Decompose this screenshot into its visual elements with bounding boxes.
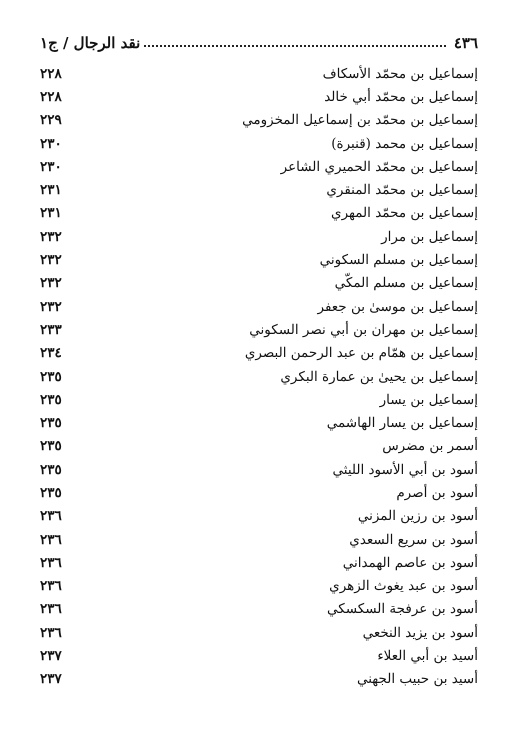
entry-page-number: ٢٢٩ — [40, 112, 62, 129]
entry-name: أسود بن أصرم — [396, 484, 478, 501]
index-entry — [40, 225, 478, 248]
entry-name: أسود بن سريع السعدي — [349, 531, 478, 548]
entry-name: إسماعيل بن محمّد أبي خالد — [324, 88, 478, 105]
entry-page-number: ٢٣٠ — [40, 135, 62, 152]
index-entry — [40, 621, 478, 644]
entry-page-number: ٢٣٦ — [40, 508, 62, 525]
entry-name: أسود بن يزيد النخعي — [362, 624, 478, 641]
entry-name: إسماعيل بن محمّد المهري — [331, 205, 478, 222]
entry-name: إسماعيل بن محمّد بن إسماعيل المخزومي — [242, 112, 478, 129]
index-entry — [40, 202, 478, 225]
entry-name: إسماعيل بن همّام بن عبد الرحمن البصري — [244, 345, 478, 362]
entry-page-number: ٢٣٠ — [40, 158, 62, 175]
entry-page-number: ٢٣٦ — [40, 554, 62, 571]
index-entry — [40, 411, 478, 434]
index-entry — [40, 132, 478, 155]
index-entry — [40, 178, 478, 201]
entry-name: أسمر بن مضرس — [382, 438, 478, 455]
entry-name: إسماعيل بن موسىٰ بن جعفر — [317, 298, 478, 315]
entry-page-number: ٢٣٧ — [40, 671, 62, 688]
entry-page-number: ٢٣٢ — [40, 275, 62, 292]
index-entry — [40, 272, 478, 295]
index-entry — [40, 342, 478, 365]
entry-page-number: ٢٣٦ — [40, 624, 62, 641]
index-entry — [40, 505, 478, 528]
entry-page-number: ٢٣٢ — [40, 228, 62, 245]
entry-name: إسماعيل بن مسلم السكوني — [319, 252, 478, 269]
index-entry — [40, 62, 478, 85]
index-entry — [40, 365, 478, 388]
entry-page-number: ٢٣٤ — [40, 345, 62, 362]
entry-name: إسماعيل بن يحيىٰ بن عمارة البكري — [280, 368, 478, 385]
entry-name: إسماعيل بن مرار — [381, 228, 478, 245]
entry-page-number: ٢٣٢ — [40, 252, 62, 269]
entry-name: إسماعيل بن محمد (قنبرة) — [331, 135, 478, 152]
entry-name: إسماعيل بن محمّد الأسكاف — [322, 65, 478, 82]
entry-name: أسيد بن أبي العلاء — [377, 648, 478, 665]
index-entry — [40, 155, 478, 178]
entry-page-number: ٢٣٢ — [40, 298, 62, 315]
entry-name: إسماعيل بن يسار الهاشمي — [326, 415, 478, 432]
index-entry — [40, 295, 478, 318]
index-entry — [40, 528, 478, 551]
entry-page-number: ٢٣٣ — [40, 321, 62, 338]
entry-name: إسماعيل بن مسلم المكّي — [334, 275, 478, 292]
entry-page-number: ٢٣٦ — [40, 531, 62, 548]
index-entry — [40, 551, 478, 574]
entry-page-number: ٢٣٥ — [40, 461, 62, 478]
entry-name: إسماعيل بن محمّد المنقري — [326, 182, 478, 199]
entry-page-number: ٢٣٦ — [40, 578, 62, 595]
index-list — [40, 62, 478, 691]
page-header — [40, 30, 478, 56]
entry-page-number: ٢٣٦ — [40, 601, 62, 618]
running-title: نقد الرجال / ج١ — [40, 34, 141, 52]
entry-name: أسود بن أبي الأسود الليثي — [332, 461, 478, 478]
entry-name: إسماعيل بن يسار — [379, 391, 478, 408]
index-entry — [40, 248, 478, 271]
index-entry — [40, 435, 478, 458]
entry-name: أسود بن عبد يغوث الزهري — [329, 578, 478, 595]
entry-page-number: ٢٢٨ — [40, 88, 62, 105]
page-number: ٤٣٦ — [453, 34, 478, 52]
index-entry — [40, 481, 478, 504]
entry-page-number: ٢٣٥ — [40, 484, 62, 501]
index-entry — [40, 109, 478, 132]
entry-name: أسود بن عاصم الهمداني — [342, 554, 478, 571]
header-dotted-leader — [144, 45, 446, 47]
index-entry — [40, 598, 478, 621]
entry-name: أسيد بن حبيب الجهني — [356, 671, 478, 688]
index-entry — [40, 85, 478, 108]
entry-page-number: ٢٣١ — [40, 182, 62, 199]
entry-name: أسود بن عرفجة السكسكي — [327, 601, 478, 618]
entry-page-number: ٢٣٥ — [40, 415, 62, 432]
entry-page-number: ٢٣٧ — [40, 648, 62, 665]
index-entry — [40, 458, 478, 481]
index-entry — [40, 575, 478, 598]
entry-page-number: ٢٢٨ — [40, 65, 62, 82]
index-entry — [40, 388, 478, 411]
entry-page-number: ٢٣٥ — [40, 391, 62, 408]
entry-name: إسماعيل بن محمّد الحميري الشاعر — [280, 158, 478, 175]
entry-name: أسود بن رزين المزني — [357, 508, 478, 525]
entry-page-number: ٢٣١ — [40, 205, 62, 222]
entry-name: إسماعيل بن مهران بن أبي نصر السكوني — [249, 321, 478, 338]
index-entry — [40, 668, 478, 691]
entry-page-number: ٢٣٥ — [40, 368, 62, 385]
index-entry — [40, 644, 478, 667]
index-entry — [40, 318, 478, 341]
entry-page-number: ٢٣٥ — [40, 438, 62, 455]
